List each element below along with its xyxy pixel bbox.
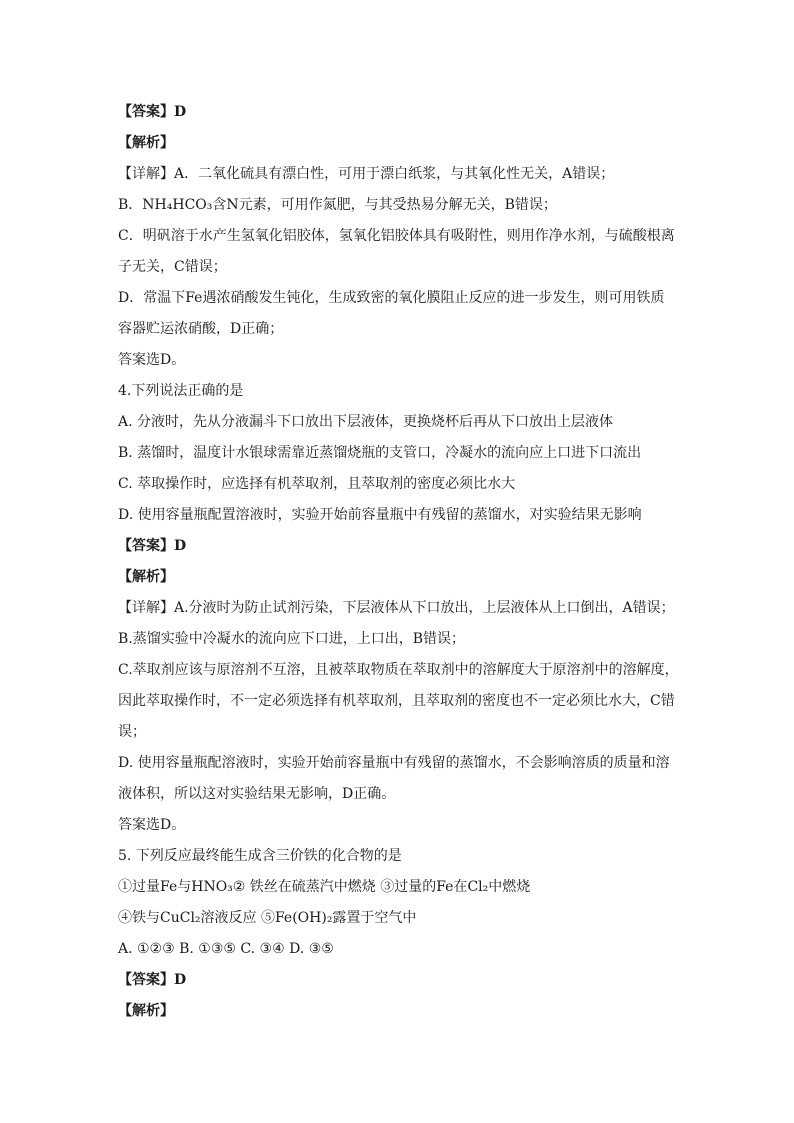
question-stem: 5. 下列反应最终能生成含三价铁的化合物的是: [118, 848, 402, 864]
paragraph-line: D. 使用容量瓶配溶液时，实验开始前容量瓶中有残留的蒸馏水，不会影响溶质的质量和溶: [118, 755, 670, 771]
option-line: D. 使用容量瓶配置溶液时，实验开始前容量瓶中有残留的蒸馏水，对实验结果无影响: [118, 507, 642, 523]
paragraph-line: 误；: [118, 724, 146, 740]
paragraph-line: 答案选D。: [118, 817, 186, 833]
analysis-label: 【解析】: [118, 569, 174, 585]
paragraph-line: 因此萃取操作时，不一定必须选择有机萃取剂，且萃取剂的密度也不一定必须比水大，C错: [118, 693, 675, 709]
paragraph-line: 液体积，所以这对实验结果无影响，D正确。: [118, 786, 396, 802]
question-stem: 4.下列说法正确的是: [118, 383, 244, 399]
answer-label: 【答案】D: [118, 538, 187, 554]
paragraph-line: 子无关，C错误；: [118, 259, 227, 275]
paragraph-line: B．NH₄HCO₃含N元素，可用作氮肥，与其受热易分解无关，B错误；: [118, 197, 557, 213]
paragraph-line: ④铁与CuCl₂溶液反应 ⑤Fe(OH)₂露置于空气中: [118, 910, 417, 926]
option-line: A. ①②③ B. ①③⑤ C. ③④ D. ③⑤: [118, 941, 334, 957]
paragraph-line: 答案选D。: [118, 352, 186, 368]
paragraph-line: C.萃取剂应该与原溶剂不互溶，且被萃取物质在萃取剂中的溶解度大于原溶剂中的溶解度，: [118, 662, 679, 678]
option-line: B. 蒸馏时，温度计水银球需靠近蒸馏烧瓶的支管口，冷凝水的流向应上口进下口流出: [118, 445, 642, 461]
paragraph-line: ①过量Fe与HNO₃② 铁丝在硫蒸汽中燃烧 ③过量的Fe在Cl₂中燃烧: [118, 879, 531, 895]
paragraph-line: D．常温下Fe遇浓硝酸发生钝化，生成致密的氧化膜阻止反应的进一步发生，则可用铁质: [118, 290, 665, 306]
option-line: C. 萃取操作时，应选择有机萃取剂，且萃取剂的密度必须比水大: [118, 476, 516, 492]
option-line: A. 分液时，先从分液漏斗下口放出下层液体，更换烧杯后再从下口放出上层液体: [118, 414, 614, 430]
paragraph-line: 【详解】A.分液时为防止试剂污染，下层液体从下口放出，上层液体从上口倒出，A错误；: [118, 600, 675, 616]
analysis-label: 【解析】: [118, 1003, 174, 1019]
answer-label: 【答案】D: [118, 972, 187, 988]
paragraph-line: 【详解】A．二氧化硫具有漂白性，可用于漂白纸浆，与其氧化性无关，A错误；: [118, 166, 615, 182]
paragraph-line: C．明矾溶于水产生氢氧化铝胶体，氢氧化铝胶体具有吸附性，则用作净水剂，与硫酸根离: [118, 228, 675, 244]
analysis-label: 【解析】: [118, 135, 174, 151]
answer-label: 【答案】D: [118, 104, 187, 120]
paragraph-line: 容器贮运浓硝酸，D正确；: [118, 321, 284, 337]
paragraph-line: B.蒸馏实验中冷凝水的流向应下口进，上口出，B错误；: [118, 631, 466, 647]
